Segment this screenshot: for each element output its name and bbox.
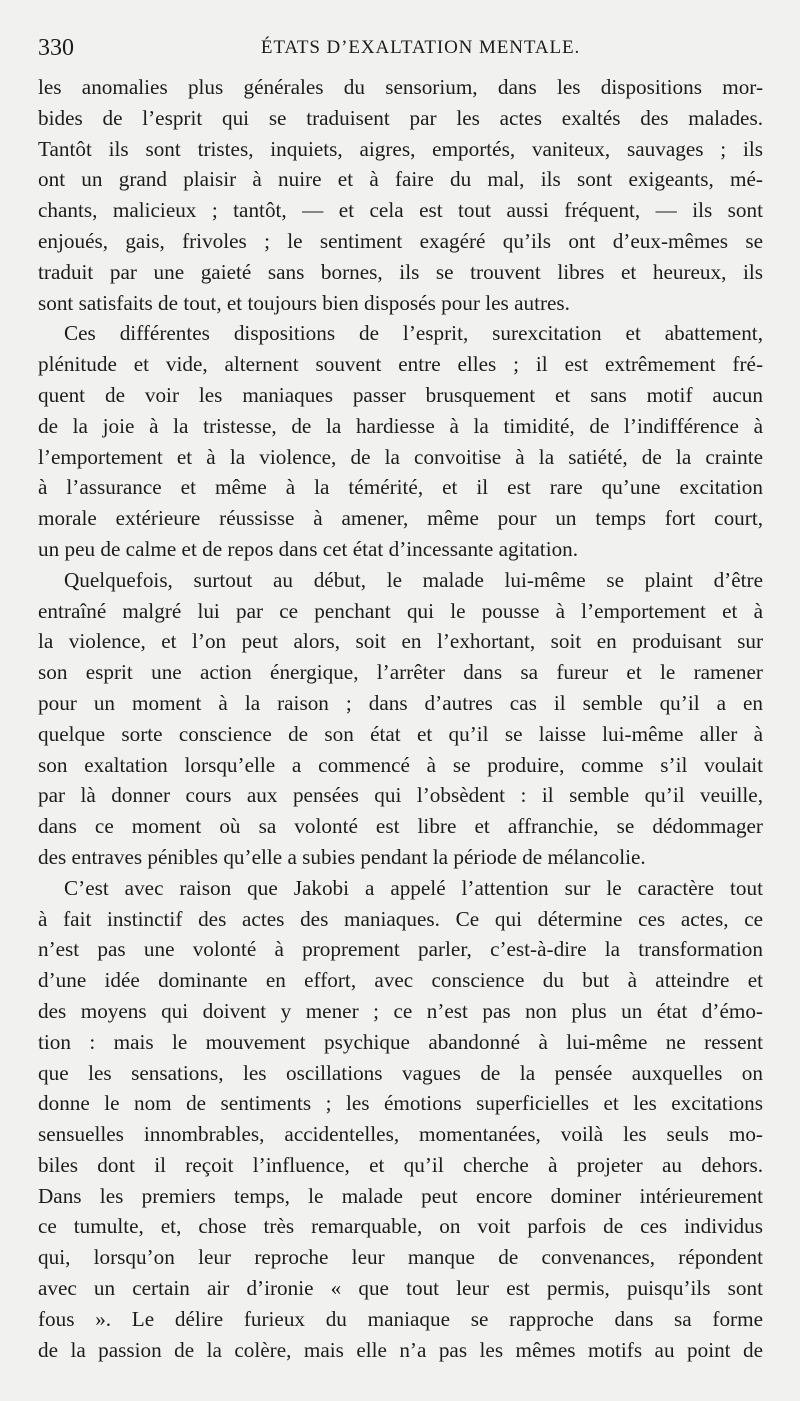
text-line: des moyens qui doivent y mener ; ce n’est pas non plus un état d’émo- [38, 998, 763, 1023]
text-line: ce tumulte, et, chose très remarquable, on voit parfois de ces individus [38, 1214, 763, 1239]
text-line: sont satisfaits de tout, et toujours bien disposés pour les autres. [38, 290, 570, 315]
text-line: entraîné malgré lui par ce penchant qui le pousse à l’emportement et à [38, 598, 763, 623]
text-line: des entraves pénibles qu’elle a subies pendant la période de mélancolie. [38, 844, 646, 869]
text-line: avec un certain air d’ironie « que tout leur est permis, puisqu’ils sont [38, 1276, 763, 1301]
text-line: tion : mais le mouvement psychique abandonné à lui-même ne ressent [38, 1029, 763, 1054]
text-line: un peu de calme et de repos dans cet état d’incessante agitation. [38, 536, 579, 561]
page-header [38, 30, 763, 66]
text-line: sensuelles innombrables, accidentelles, momentanées, voilà les seuls mo- [38, 1122, 763, 1147]
text-line: qui, lorsqu’on leur reproche leur manque de convenances, répondent [38, 1245, 763, 1270]
text-line: la violence, et l’on peut alors, soit en l’exhortant, soit en produisant sur [38, 629, 763, 654]
text-line: son exaltation lorsqu’elle a commencé à se produire, comme s’il voulait [38, 752, 763, 777]
text-line: d’une idée dominante en effort, avec conscience du but à atteindre et [38, 968, 763, 993]
text-line: traduit par une gaieté sans bornes, ils se trouvent libres et heureux, ils [38, 259, 763, 284]
text-line: par là donner cours aux pensées qui l’obsèdent : il semble qu’il veuille, [38, 783, 763, 808]
text-line: n’est pas une volonté à proprement parler, c’est-à-dire la transformation [38, 937, 763, 962]
text-line: de la joie à la tristesse, de la hardiesse à la timidité, de l’indifférence à [38, 413, 763, 438]
text-line: chants, malicieux ; tantôt, — et cela est tout aussi fréquent, — ils sont [38, 198, 763, 223]
text-line: plénitude et vide, alternent souvent entre elles ; il est extrêmement fré- [38, 352, 763, 377]
text-line: à l’assurance et même à la témérité, et il est rare qu’une excitation [38, 475, 763, 500]
body-text [38, 72, 763, 1365]
page-number: 330 [38, 35, 74, 61]
text-line: fous ». Le délire furieux du maniaque se rapproche dans sa forme [38, 1306, 763, 1331]
text-line: que les sensations, les oscillations vagues de la pensée auxquelles on [38, 1060, 763, 1085]
text-line: Ces différentes dispositions de l’esprit, surexcitation et abattement, [64, 321, 763, 346]
text-line: donne le nom de sentiments ; les émotions superficielles et les excitations [38, 1091, 763, 1116]
text-line: les anomalies plus générales du sensorium, dans les dispositions mor- [38, 75, 763, 99]
text-line: l’emportement et à la violence, de la convoitise à la satiété, de la crainte [38, 444, 763, 469]
text-line: de la passion de la colère, mais elle n’a pas les mêmes motifs au point de [38, 1337, 763, 1362]
text-line: quelque sorte conscience de son état et qu’il se laisse lui-même aller à [38, 721, 763, 746]
text-line: dans ce moment où sa volonté est libre et affranchie, se dédommager [38, 814, 763, 839]
text-line: Dans les premiers temps, le malade peut encore dominer intérieurement [38, 1183, 763, 1208]
text-line: ont un grand plaisir à nuire et à faire du mal, ils sont exigeants, mé- [38, 167, 763, 192]
text-line: biles dont il reçoit l’influence, et qu’il cherche à projeter au dehors. [38, 1152, 763, 1177]
text-line: morale extérieure réussisse à amener, même pour un temps fort court, [38, 506, 763, 531]
text-line: quent de voir les maniaques passer brusquement et sans motif aucun [38, 382, 763, 407]
text-line: Tantôt ils sont tristes, inquiets, aigres, emportés, vaniteux, sauvages ; ils [38, 136, 763, 161]
text-line: enjoués, gais, frivoles ; le sentiment exagéré qu’ils ont d’eux-mêmes se [38, 228, 763, 253]
text-line: pour un moment à la raison ; dans d’autres cas il semble qu’il a en [38, 690, 763, 715]
text-line: C’est avec raison que Jakobi a appelé l’attention sur le caractère tout [64, 875, 763, 900]
running-title: ÉTATS D’EXALTATION MENTALE. [260, 37, 581, 58]
text-line: son esprit une action énergique, l’arrêter dans sa fureur et le ramener [38, 660, 763, 685]
text-line: Quelquefois, surtout au début, le malade lui-même se plaint d’être [64, 567, 763, 592]
text-line: à fait instinctif des actes des maniaques. Ce qui détermine ces actes, ce [38, 906, 763, 931]
text-line: bides de l’esprit qui se traduisent par les actes exaltés des malades. [38, 105, 763, 130]
